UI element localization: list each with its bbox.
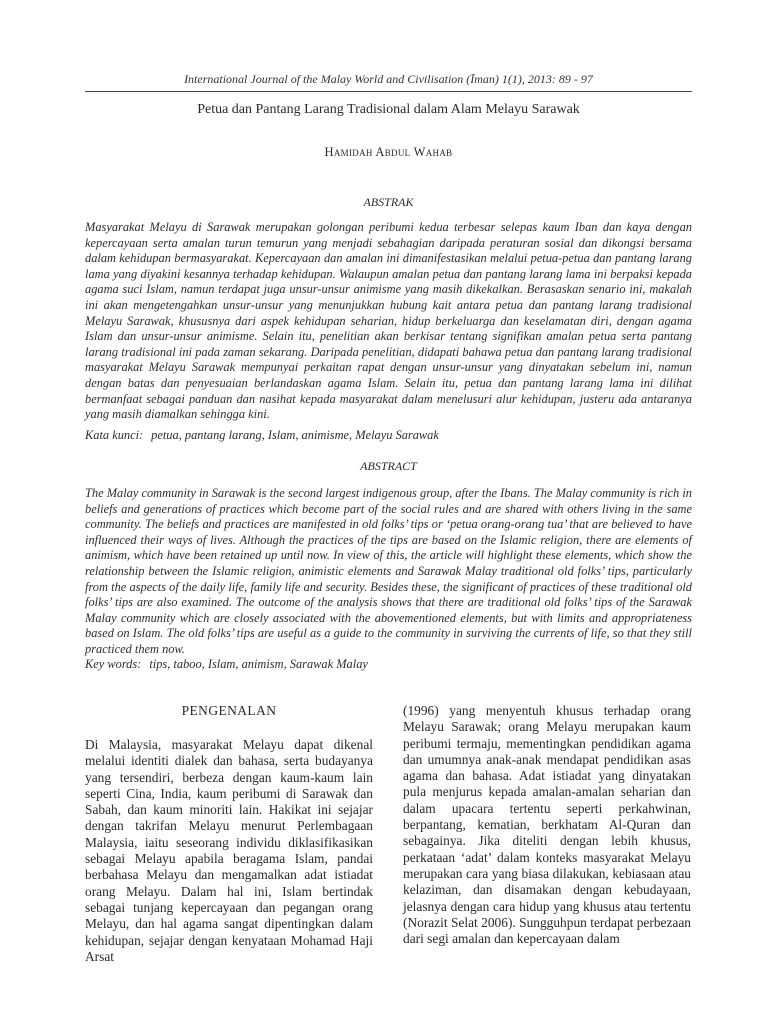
- pengenalan-heading: PENGENALAN: [181, 703, 277, 718]
- article-title: Petua dan Pantang Larang Tradisional dalam Alam Melayu Sarawak: [197, 102, 580, 117]
- abstract-heading: ABSTRACT: [360, 459, 417, 473]
- kata-kunci-label: Kata kunci:: [85, 428, 144, 442]
- abstrak-body: Masyarakat Melayu di Sarawak merupakan golongan peribumi kedua terbesar selepas kaum Iban dan kaya dengan kepercayaan serta amalan turun temurun yang menjadi sebahagian daripada peraturan sosial dan dikongsi bersama dalam kehidupan bermasyarakat. Kepercayaan dan amalan ini dimanifestasikan melalui petua-petua dan pantang larang lama yang diyakini kesannya terhadap kehidupan. Walaupun amalan petua dan pantang larang lama ini berpaksi kepada agama suci Islam, namun terdapat juga unsur-unsur animisme yang masih dikekalkan. Berasaskan senario ini, makalah ini akan mengetengahkan unsur-unsur yang menunjukkan hubung kait antara petua dan pantang larang tradisional Melayu Sarawak, khususnya dari aspek kehidupan seharian, hidup berkeluarga dan keselamatan diri, dengan agama Islam dan unsur-unsur animisme. Selain itu, penelitian akan berkisar tentang signifikan amalan petua serta pantang larang tradisional ini pada zaman sekarang. Daripada penelitian, didapati bahawa petua dan pantang larang tradisional masyarakat Melayu Sarawak mempunyai perkaitan rapat dengan unsur-unsur yang dinyatakan sebelum ini, namun dengan batas dan penyesuaian berlandaskan agama Islam. Selain itu, petua dan pantang larang lama ini dilihat bermanfaat sebagai panduan dan nasihat kepada masyarakat dalam menelusuri alur kehidupan, justeru ada antaranya yang masih diamalkan sehingga kini.: [85, 220, 692, 422]
- journal-running-header: International Journal of the Malay World and Civilisation (Īman) 1(1), 2013: 89 - 97: [184, 72, 593, 86]
- body-column-right: [403, 703, 691, 953]
- key-words-values: tips, taboo, Islam, animism, Sarawak Malay: [149, 657, 368, 671]
- abstrak-heading: ABSTRAK: [363, 195, 414, 209]
- header-divider: [85, 91, 692, 92]
- pengenalan-paragraph-right: (1996) yang menyentuh khusus terhadap orang Melayu Sarawak; orang Melayu merupakan kaum peribumi termaju, mementingkan pendidikan agama dan umumnya anak-anak mendapat pendidikan asas agama dan bahasa. Adat istiadat yang dinyatakan pula menjurus kepada amalan-amalan seharian dan dalam upacara tertentu seperti perkahwinan, berpantang, kematian, berkhatam Al-Quran dan sebagainya. Jika diteliti dengan lebih khusus, perkataan ‘adat’ dalam konteks masyarakat Melayu merupakan cara yang biasa dilakukan, kebiasaan atau kelaziman, dan disamakan dengan kebudayaan, jelasnya dengan cara hidup yang khusus atau tertentu (Norazit Selat 2006). Sungguhpun terdapat perbezaan dari segi amalan dan kepercayaan dalam: [403, 703, 691, 947]
- article-author: Hamidah Abdul Wahab: [324, 145, 453, 159]
- kata-kunci-values: petua, pantang larang, Islam, animisme, Melayu Sarawak: [151, 428, 439, 442]
- key-words-line: [85, 657, 692, 672]
- abstract-body: The Malay community in Sarawak is the second largest indigenous group, after the Ibans. The Malay community is rich in beliefs and generations of practices which become part of the social rules and are shared with others living in the same community. The beliefs and practices are manifested in old folks’ tips or ‘petua orang-orang tua’ that are believed to have influenced their ways of lives. Although the practices of the tips are based on the Islamic religion, there are elements of animism, which have been retained up until now. In view of this, the article will highlight these elements, which show the relationship between the Islamic religion, animistic elements and Sarawak Malay traditional old folks’ tips, particularly from the aspects of the daily life, family life and security. Besides these, the significant of practices of these traditional old folks’ tips are also examined. The outcome of the analysis shows that there are traditional old folks’ tips of the Sarawak Malay community which are closely associated with the abovementioned elements, but with limits and appropriateness based on Islam. The old folks’ tips are useful as a guide to the community in surviving the currents of life, so that they still practiced them now.: [85, 486, 692, 656]
- pengenalan-paragraph-left: Di Malaysia, masyarakat Melayu dapat dikenal melalui identiti dialek dan bahasa, serta budayanya yang tersendiri, berbeza dengan kaum-kaum lain seperti Cina, India, kaum peribumi di Sarawak dan Sabah, dan kaum minoriti lain. Hakikat ini sejajar dengan takrifan Melayu menurut Perlembagaan Malaysia, iaitu seseorang individu diklasifikasikan sebagai Melayu apabila beragama Islam, pandai berbahasa Melayu dan mengamalkan adat istiadat orang Melayu. Dalam hal ini, Islam bertindak sebagai tunjang kepercayaan dan pegangan orang Melayu, dan hal agama sangat dipentingkan dalam kehidupan, sejajar dengan kenyataan Mohamad Haji Arsat: [85, 737, 373, 964]
- kata-kunci-line: [85, 428, 692, 443]
- key-words-label: Key words:: [85, 657, 142, 671]
- body-column-left: [85, 703, 373, 964]
